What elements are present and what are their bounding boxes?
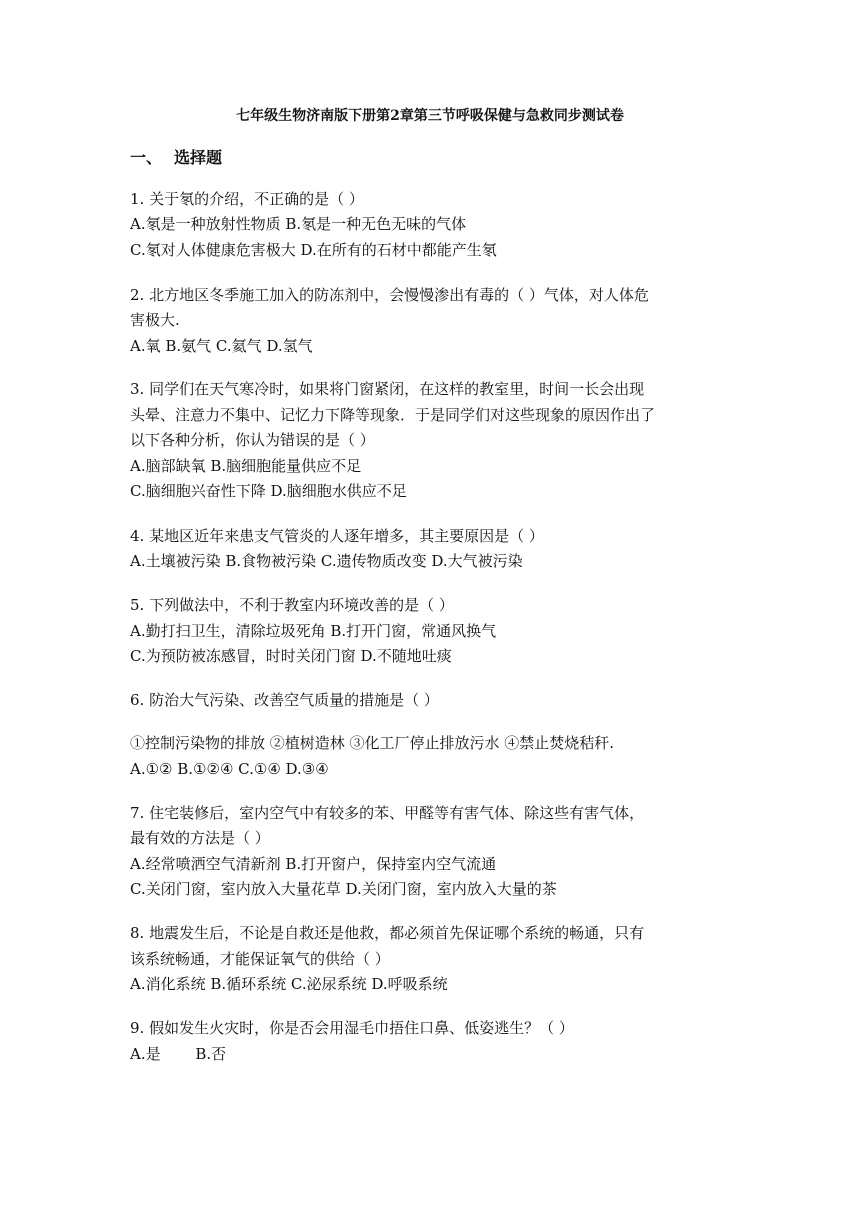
section-heading bbox=[130, 147, 222, 169]
question-5-options-cd: C.为预防被冻感冒，时时关闭门窗 D.不随地吐痰 bbox=[130, 647, 452, 665]
question-8-stem-cont: 该系统畅通，才能保证氧气的供给（ ） bbox=[130, 950, 390, 968]
question-3-stem: 3. 同学们在天气寒冷时，如果将门窗紧闭，在这样的教室里，时间一长会出现 bbox=[130, 380, 645, 398]
question-3-stem-cont-2: 以下各种分析，你认为错误的是（ ） bbox=[130, 431, 375, 449]
question-6-items: ①控制污染物的排放 ②植树造林 ③化工厂停止排放污水 ④禁止焚烧秸秆. bbox=[130, 734, 615, 752]
question-1-options-cd: C.氡对人体健康危害极大 D.在所有的石材中都能产生氡 bbox=[130, 241, 497, 259]
page-title: 七年级生物济南版下册第2章第三节呼吸保健与急救同步测试卷 bbox=[236, 108, 624, 124]
question-3-options-ab: A.脑部缺氧 B.脑细胞能量供应不足 bbox=[130, 457, 362, 475]
question-2-stem-cont: 害极大. bbox=[130, 311, 180, 329]
question-4-options: A.土壤被污染 B.食物被污染 C.遗传物质改变 D.大气被污染 bbox=[130, 552, 523, 570]
question-9-stem: 9. 假如发生火灾时，你是否会用湿毛巾捂住口鼻、低姿逃生？（ ） bbox=[130, 1019, 574, 1037]
question-5-options-ab: A.勤打扫卫生，清除垃圾死角 B.打开门窗，常通风换气 bbox=[130, 622, 497, 640]
question-1-options-ab: A.氡是一种放射性物质 B.氡是一种无色无味的气体 bbox=[130, 215, 467, 233]
question-1-stem: 1. 关于氡的介绍，不正确的是（ ） bbox=[130, 190, 364, 208]
question-2-options: A.氧 B.氨气 C.氦气 D.氢气 bbox=[130, 337, 313, 355]
question-3-options-cd: C.脑细胞兴奋性下降 D.脑细胞水供应不足 bbox=[130, 482, 407, 500]
question-7-options-ab: A.经常喷洒空气清新剂 B.打开窗户，保持室内空气流通 bbox=[130, 855, 497, 873]
question-4-stem: 4. 某地区近年来患支气管炎的人逐年增多，其主要原因是（ ） bbox=[130, 527, 544, 545]
section-number: 一、 bbox=[130, 148, 163, 167]
question-7-stem-cont: 最有效的方法是（ ） bbox=[130, 829, 270, 847]
question-2-stem: 2. 北方地区冬季施工加入的防冻剂中，会慢慢渗出有毒的（ ）气体，对人体危 bbox=[130, 286, 649, 304]
section-label: 选择题 bbox=[174, 148, 223, 167]
question-6-stem: 6. 防治大气污染、改善空气质量的措施是（ ） bbox=[130, 691, 439, 709]
question-8-options: A.消化系统 B.循环系统 C.泌尿系统 D.呼吸系统 bbox=[130, 975, 448, 993]
question-6-options: A.①② B.①②④ C.①④ D.③④ bbox=[130, 760, 329, 778]
question-8-stem: 8. 地震发生后，不论是自救还是他救，都必须首先保证哪个系统的畅通，只有 bbox=[130, 924, 645, 942]
question-3-stem-cont-1: 头晕、注意力不集中、记忆力下降等现象．于是同学们对这些现象的原因作出了 bbox=[130, 406, 656, 424]
question-7-options-cd: C.关闭门窗，室内放入大量花草 D.关闭门窗，室内放入大量的茶 bbox=[130, 880, 557, 898]
question-7-stem: 7. 住宅装修后，室内空气中有较多的苯、甲醛等有害气体、除这些有害气体， bbox=[130, 804, 645, 822]
question-5-stem: 5. 下列做法中，不利于教室内环境改善的是（ ） bbox=[130, 596, 454, 614]
question-9-options: A.是 B.否 bbox=[130, 1045, 227, 1063]
